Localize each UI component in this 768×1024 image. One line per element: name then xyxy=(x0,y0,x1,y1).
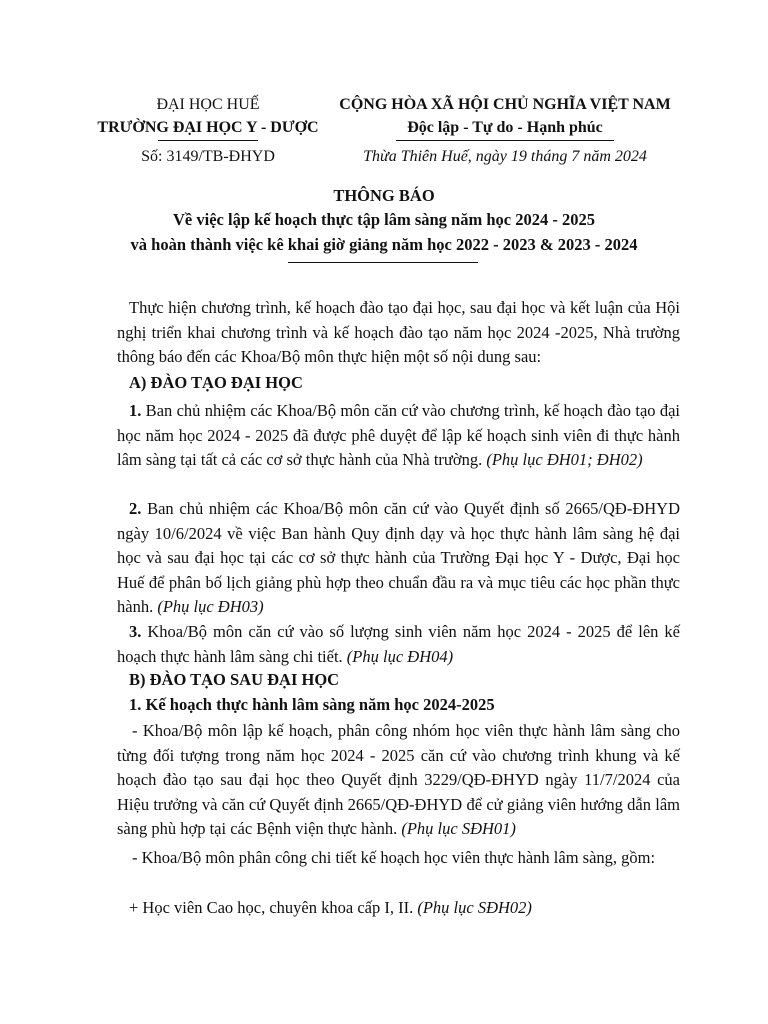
appendix-ref: (Phụ lục SĐH02) xyxy=(417,898,532,917)
appendix-ref: (Phụ lục SĐH01) xyxy=(401,819,516,838)
title-underline xyxy=(288,262,478,263)
doc-subtitle-1: Về việc lập kế hoạch thực tập lâm sàng năm học 2024 - 2025 xyxy=(173,210,595,229)
country-name: CỘNG HÒA XÃ HỘI CHỦ NGHĨA VIỆT NAM xyxy=(339,96,671,113)
motto: Độc lập - Tự do - Hạnh phúc xyxy=(407,119,603,136)
item-number: 2. xyxy=(129,499,142,518)
header-right xyxy=(330,93,680,168)
appendix-ref: (Phụ lục ĐH01; ĐH02) xyxy=(486,450,643,469)
item-number: 1. xyxy=(129,401,142,420)
school-name-text: TRƯỜNG ĐẠI HỌC Y - DƯỢC xyxy=(97,119,319,136)
document-number: Số: 3149/TB-ĐHYD xyxy=(141,148,275,165)
section-b-para-1 xyxy=(117,719,680,842)
section-b-heading: B) ĐÀO TẠO SAU ĐẠI HỌC xyxy=(129,670,340,689)
section-a-item-3 xyxy=(117,620,680,669)
doc-title: THÔNG BÁO xyxy=(333,186,435,205)
para-text: - Khoa/Bộ môn lập kế hoạch, phân công nhóm học viên thực hành lâm sàng cho từng đối tượng trong năm học 2024 - 2025 căn cứ vào chương trình khung và kế hoạch đào tạo sau đại học theo Quyết định 3229/QĐ-ĐHYD ngày 11/7/2024 của Hiệu trưởng và căn cứ Quyết định 2665/QĐ-ĐHYD để cử giảng viên hướng dẫn lâm sàng phù hợp tại các Bệnh viện thực hành. xyxy=(117,721,680,838)
school-underline xyxy=(158,140,258,141)
section-b-para-3 xyxy=(117,896,680,921)
section-a-item-1 xyxy=(117,399,680,473)
item-text: Khoa/Bộ môn căn cứ vào số lượng sinh viên năm học 2024 - 2025 để lên kế hoạch thực hành lâm sàng chi tiết. xyxy=(117,622,680,666)
para-text: + Học viên Cao học, chuyên khoa cấp I, II. xyxy=(129,898,418,917)
motto-underline xyxy=(396,140,614,141)
header-left xyxy=(92,93,324,168)
appendix-ref: (Phụ lục ĐH03) xyxy=(157,597,264,616)
item-number: 3. xyxy=(129,622,142,641)
doc-subtitle-2: và hoàn thành việc kê khai giờ giảng năm học 2022 - 2023 & 2023 - 2024 xyxy=(130,235,638,254)
section-a-heading: A) ĐÀO TẠO ĐẠI HỌC xyxy=(129,373,303,392)
university-name: ĐẠI HỌC HUẾ xyxy=(156,96,260,113)
section-b-subheading: 1. Kế hoạch thực hành lâm sàng năm học 2024-2025 xyxy=(129,695,495,714)
intro-paragraph: Thực hiện chương trình, kế hoạch đào tạo đại học, sau đại học và kết luận của Hội nghị triển khai chương trình và kế hoạch đào tạo năm học 2024 -2025, Nhà trường thông báo đến các Khoa/Bộ môn thực hiện một số nội dung sau: xyxy=(117,298,680,366)
item-text: Ban chủ nhiệm các Khoa/Bộ môn căn cứ vào Quyết định số 2665/QĐ-ĐHYD ngày 10/6/2024 về việc Ban hành Quy định dạy và học thực hành lâm sàng hệ đại học và sau đại học tại các cơ sở thực hành của Trường Đại học Y - Dược, Đại học Huế để phân bố lịch giảng phù hợp theo chuẩn đầu ra và mục tiêu các học phần thực hành. xyxy=(117,499,680,616)
appendix-ref: (Phụ lục ĐH04) xyxy=(346,646,454,666)
section-b-para-2: - Khoa/Bộ môn phân công chi tiết kế hoạch học viên thực hành lâm sàng, gồm: xyxy=(132,848,656,867)
school-name xyxy=(92,116,324,139)
place-date: Thừa Thiên Huế, ngày 19 tháng 7 năm 2024 xyxy=(363,148,647,165)
section-a-item-2 xyxy=(117,497,680,620)
item-text: Ban chủ nhiệm các Khoa/Bộ môn căn cứ vào chương trình, kế hoạch đào tạo đại học năm học 2024 - 2025 đã được phê duyệt để lập kế hoạch sinh viên đi thực hành lâm sàng tại tất cả các cơ sở thực hành của Nhà trường. xyxy=(117,401,680,469)
